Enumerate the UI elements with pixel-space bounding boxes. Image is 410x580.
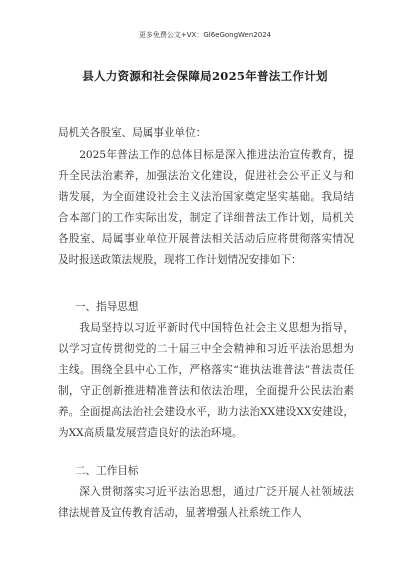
intro-paragraph: 2025年普法工作的总体目标是深入推进法治宣传教育，提升全民法治素养，加强法治文化建设，促进社会公平正义与和谐发展，为全面建设社会主义法治国家奠定坚实基础。我局结合本部门的工作实际出发，制定了详细普法工作计划，局机关各股室、局属事业单位开展普法相关活动后应将贯彻落实情况及时报送政策法规股，现将工作计划情况安排如下： [58,149,354,266]
salutation: 局机关各股室、局属事业单位： [58,127,207,139]
document-title: 县人力资源和社会保障局2025年普法工作计划 [82,69,328,83]
section-paragraph-work-goals: 深入贯彻落实习近平法治思想，通过广泛开展人社领域法律法规普及宣传教育活动，显著增强人社系统工作人 [58,486,354,519]
section-heading-guiding-ideology: 一、指导思想 [74,301,139,313]
header-note: 更多免费公文+VX：Gl6eGongWen2024 [138,31,272,39]
section-paragraph-guiding-ideology: 我局坚持以习近平新时代中国特色社会主义思想为指导，以学习宣传贯彻党的二十届三中全会精神和习近平法治思想为主线。围绕全县中心工作，严格落实“谁执法谁普法”普法责任制，守正创新推进精准普法和依法治理，全面提升公民法治素养。全面提高法治社会建设水平，助力法治XX建设XX安建设，为XX高质量发展营造良好的法治环境。 [58,322,354,439]
section-heading-work-goals: 二、工作目标 [74,465,139,477]
